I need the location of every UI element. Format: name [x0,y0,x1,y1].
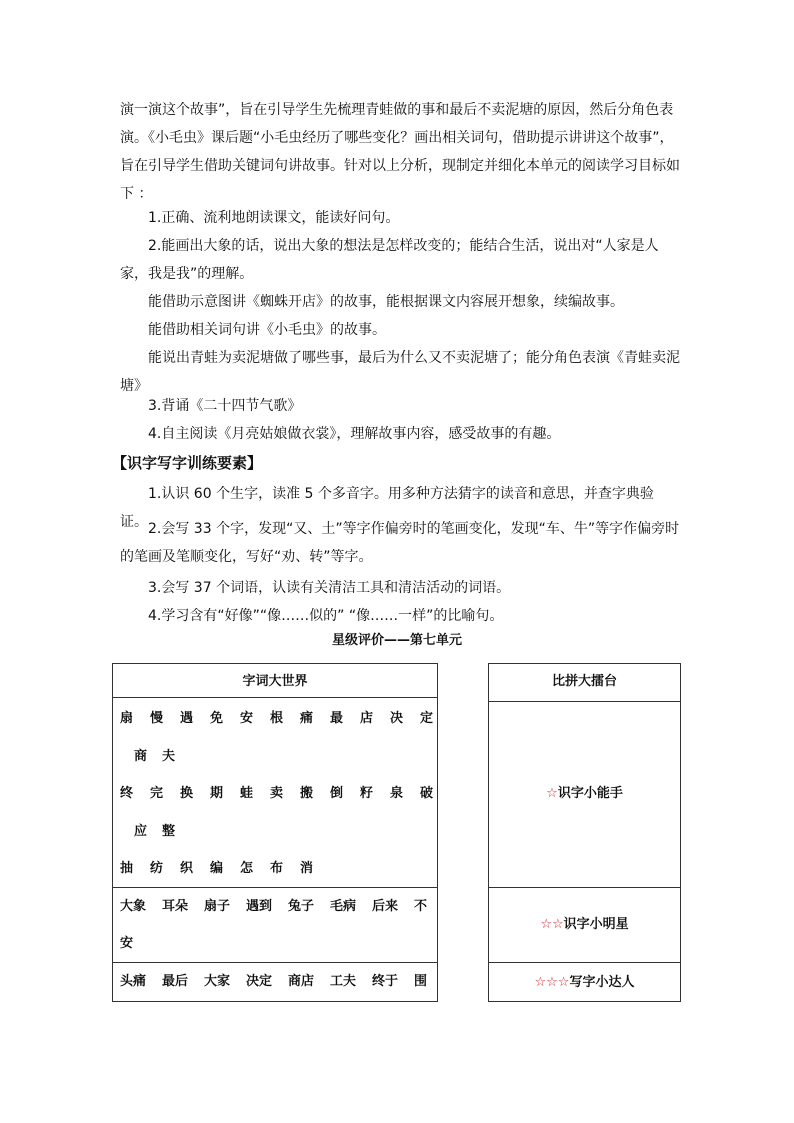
award-3 [488,971,681,990]
goal-2b: 能借助相关词句讲《小毛虫》的故事。 [148,322,386,338]
word: 终于 [372,974,399,989]
character: 籽 [360,786,374,801]
character: 编 [210,861,224,876]
word: 大象 [120,899,147,914]
left-table-divider [112,887,438,888]
character: 根 [270,711,284,726]
character: 整 [162,824,176,839]
word: 头痛 [120,974,147,989]
character: 夫 [162,749,176,764]
word-row-3 [120,970,427,989]
character: 抽 [120,861,134,876]
word: 扇子 [204,899,231,914]
character: 泉 [390,786,404,801]
character: 免 [210,711,224,726]
character: 倒 [330,786,344,801]
right-table-divider [488,962,681,963]
character: 卖 [270,786,284,801]
word: 工夫 [330,974,357,989]
character: 破 [420,786,434,801]
award-label: 识字小能手 [557,786,623,801]
section-heading: 【识字写字训练要素】 [112,454,263,472]
table-title: 星级评价——第七单元 [331,633,462,648]
star-icon: ☆ [546,786,558,801]
goal-2c: 能说出青蛙为卖泥塘做了哪些事，最后为什么又不卖泥塘了；能分角色表演《青蛙卖泥塘》 [120,350,680,394]
character: 扇 [120,711,134,726]
char-row-4 [134,820,175,839]
word-row-2 [120,932,133,951]
word: 围 [414,974,428,989]
word: 后来 [372,899,399,914]
training-1: 1.认识 60 个生字，读准 5 个多音字。用多种方法猜字的读音和意思，并查字典验证。 [120,486,654,530]
award-label: 写字小达人 [569,975,635,990]
word: 兔子 [288,899,315,914]
word: 耳朵 [162,899,189,914]
character: 搬 [300,786,314,801]
goal-1: 1.正确、流利地朗读课文，能读好问句。 [148,210,400,226]
word: 决定 [246,974,273,989]
character: 商 [134,749,148,764]
char-row-3 [120,782,433,801]
right-table-divider [488,887,681,888]
intro-paragraph: 演一演这个故事”，旨在引导学生先梳理青蛙做的事和最后不卖泥塘的原因，然后分角色表演。《小毛虫》课后题“小毛虫经历了哪些变化？画出相关词句，借助提示讲讲这个故事”，旨在引导学生借助关键词句讲故事。针对以上分析，现制定并细化本单元的阅读学习目标如下 ： [120,102,680,202]
character: 怎 [240,861,254,876]
left-table-divider [112,962,438,963]
right-table-divider [488,701,681,702]
goal-2a: 能借助示意图讲《蜘蛛开店》的故事，能根据课文内容展开想象，续编故事。 [148,294,624,310]
training-4: 4.学习含有“好像”“像……似的” “像……一样”的比喻句。 [148,608,504,624]
character: 定 [420,711,434,726]
award-label: 识字小明星 [563,917,629,932]
character: 遇 [180,711,194,726]
character: 完 [150,786,164,801]
goal-4: 4.自主阅读《月亮姑娘做衣裳》，理解故事内容，感受故事的有趣。 [148,426,561,442]
character: 店 [360,711,374,726]
award-2 [488,913,681,932]
word: 最后 [162,974,189,989]
character: 终 [120,786,134,801]
goal-2: 2.能画出大象的话，说出大象的想法是怎样改变的；能结合生活，说出对“人家是人家，我是我”的理解。 [120,238,659,282]
left-table-header: 字词大世界 [242,674,308,689]
char-row-5 [120,857,313,876]
character: 换 [180,786,194,801]
character: 期 [210,786,224,801]
right-table [488,663,681,1002]
award-1 [488,782,681,801]
star-icon: ☆☆ [540,917,564,932]
word: 不 [414,899,428,914]
word: 商店 [288,974,315,989]
character: 应 [134,824,148,839]
word-row-1 [120,895,427,914]
training-3: 3.会写 37 个词语，认读有关清洁工具和清洁活动的词语。 [148,580,511,596]
word: 遇到 [246,899,273,914]
character: 蛙 [240,786,254,801]
word: 大家 [204,974,231,989]
goal-3: 3.背诵《二十四节气歌》 [148,398,302,414]
character: 慢 [150,711,164,726]
char-row-1 [120,707,433,726]
character: 布 [270,861,284,876]
character: 安 [240,711,254,726]
training-2: 2.会写 33 个字，发现“又、土”等字作偏旁时的笔画变化，发现“车、牛”等字作偏旁时的笔画及笔顺变化，写好“劝、转”等字。 [120,521,680,565]
right-table-header: 比拼大擂台 [551,674,617,689]
character: 最 [330,711,344,726]
character: 织 [180,861,194,876]
left-table-divider [112,697,438,698]
star-icon: ☆☆☆ [534,975,570,990]
word: 安 [120,936,134,951]
character: 纺 [150,861,164,876]
character: 决 [390,711,404,726]
character: 痛 [300,711,314,726]
char-row-2 [134,745,175,764]
word: 毛病 [330,899,357,914]
character: 消 [300,861,314,876]
